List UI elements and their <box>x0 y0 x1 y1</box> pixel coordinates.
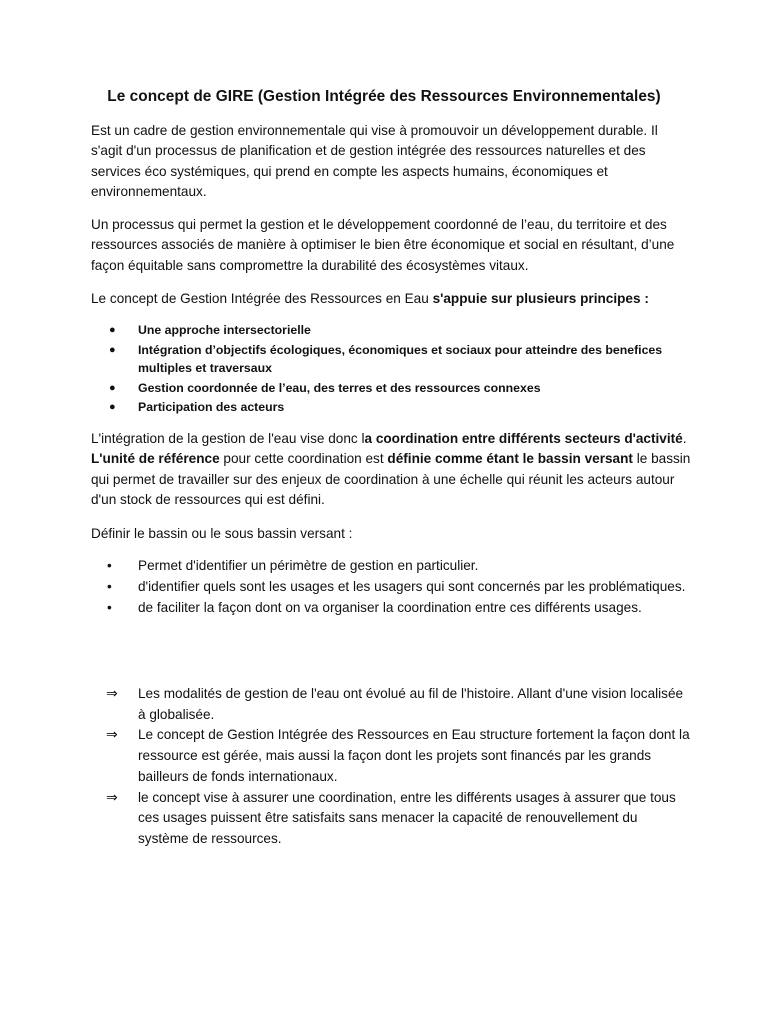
bassin-list <box>91 556 691 618</box>
bullet-icon: • <box>107 558 112 573</box>
list-item <box>91 788 691 850</box>
paragraph-principles-intro <box>91 289 691 309</box>
list-item <box>91 598 691 618</box>
list-item <box>91 341 691 377</box>
list-item <box>91 398 691 416</box>
list-item <box>91 379 691 397</box>
list-item <box>91 321 691 339</box>
list-item-text: Permet d'identifier un périmètre de gestion en particulier. <box>138 558 479 573</box>
list-item-text: le concept vise à assurer une coordination, entre les différents usages à assurer que tous ces usages puissent être satisfaits sans menacer la capacité de renouvellement du système de ressources. <box>138 789 676 846</box>
paragraph-bassin-intro: Définir le bassin ou le sous bassin versant : <box>91 526 353 541</box>
list-item <box>91 725 691 787</box>
double-arrow-right-icon: ⇒ <box>106 727 118 744</box>
bullet-icon: • <box>107 578 112 594</box>
list-item <box>91 577 691 597</box>
list-item-text: Le concept de Gestion Intégrée des Ressources en Eau structure fortement la façon dont la ressource est gérée, mais aussi la façon dont les projets sont financés par les grands bailleurs de fonds internationaux. <box>138 727 690 784</box>
integration-text-4: le bassin qui permet de travailler sur des enjeux de coordination à une échelle qui réunit les acteurs autour d'un stock de ressources qui est défini. <box>91 451 691 507</box>
bullet-icon: ● <box>109 381 116 394</box>
conclusion-list <box>91 684 691 850</box>
principles-intro-text: Le concept de Gestion Intégrée des Ressources en Eau <box>91 291 433 306</box>
list-item <box>91 684 691 725</box>
list-item-text: Intégration d’objectifs écologiques, économiques et sociaux pour atteindre des benefices multiples et traversaux <box>138 342 663 375</box>
integration-text-2: . <box>682 431 687 446</box>
list-item <box>91 556 691 576</box>
bullet-icon: ● <box>109 324 116 336</box>
list-item-text: Gestion coordonnée de l’eau, des terres et des ressources connexes <box>138 380 541 395</box>
paragraph-integration <box>91 429 691 510</box>
document-title: Le concept de GIRE (Gestion Intégrée des Ressources Environnementales) <box>107 88 661 105</box>
list-item-text: Les modalités de gestion de l'eau ont évolué au fil de l'histoire. Allant d'une vision localisée à globalisée. <box>138 686 684 722</box>
double-arrow-right-icon: ⇒ <box>106 686 118 702</box>
list-item-text: Participation des acteurs <box>138 400 285 415</box>
principles-intro-colon: : <box>640 291 649 306</box>
integration-text-3: pour cette coordination est <box>219 451 388 467</box>
integration-bold-3: définie comme étant le bassin versant <box>387 451 633 467</box>
list-item-text: d'identifier quels sont les usages et les usagers qui sont concernés par les problématiques. <box>138 578 686 594</box>
paragraph-definition: Est un cadre de gestion environnementale qui vise à promouvoir un développement durable. Il s'agit d'un processus de planification et de gestion intégrée des ressources naturelles et des services éco systémiques, qui prend en compte les aspects humains, économiques et environnementaux. <box>91 123 658 199</box>
bullet-icon: ● <box>109 401 116 414</box>
principles-list <box>91 321 691 418</box>
bullet-icon: • <box>107 599 112 615</box>
integration-bold-1: a coordination entre différents secteurs d'activité <box>364 431 683 446</box>
integration-bold-2: L'unité de référence <box>91 451 220 467</box>
principles-intro-bold: s'appuie sur plusieurs principes <box>432 291 641 306</box>
list-item-text: de faciliter la façon dont on va organiser la coordination entre ces différents usages. <box>138 599 642 615</box>
bullet-icon: ● <box>109 343 116 356</box>
integration-text-1: L'intégration de la gestion de l'eau vise donc l <box>91 431 365 446</box>
list-item-text: Une approche intersectorielle <box>138 323 311 337</box>
paragraph-process: Un processus qui permet la gestion et le développement coordonné de l’eau, du territoire et des ressources associés de manière à optimiser le bien être économique et social en résultant, d’une façon équitable sans compromettre la durabilité des écosystèmes vitaux. <box>91 217 675 273</box>
double-arrow-right-icon: ⇒ <box>106 789 118 806</box>
